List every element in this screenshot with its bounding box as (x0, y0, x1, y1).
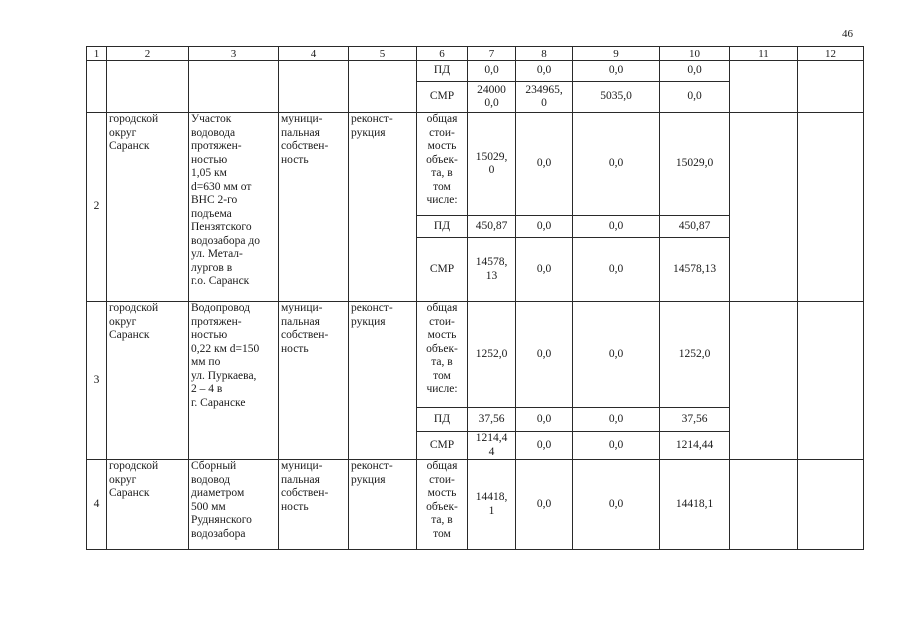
cell-empty (798, 302, 864, 460)
cell-empty (730, 113, 798, 302)
value-cell: 24000 0,0 (468, 82, 516, 113)
ownership-cell: муници- пальная собствен- ность (279, 302, 349, 460)
header-cell: 10 (660, 47, 730, 61)
value-cell: 450,87 (660, 216, 730, 238)
header-row (87, 47, 864, 61)
value-cell: 1252,0 (660, 302, 730, 408)
ownership-cell: муници- пальная собствен- ность (279, 460, 349, 550)
header-cell: 12 (798, 47, 864, 61)
cost-type-smr: СМР (417, 82, 468, 113)
row-number: 3 (87, 302, 107, 460)
value-cell: 1252,0 (468, 302, 516, 408)
row-number: 2 (87, 113, 107, 302)
value-cell: 1214,44 (660, 432, 730, 460)
page-number: 46 (842, 28, 853, 40)
value-cell: 0,0 (468, 61, 516, 82)
cell-empty (189, 61, 279, 113)
value-cell: 14578,13 (660, 238, 730, 302)
value-cell: 37,56 (660, 408, 730, 432)
value-cell: 450,87 (468, 216, 516, 238)
work-type-cell: реконст- рукция (349, 113, 417, 302)
table-row (87, 61, 864, 82)
cell-empty (730, 302, 798, 460)
territory-cell: городской округ Саранск (107, 460, 189, 550)
value-cell: 0,0 (573, 216, 660, 238)
cell-empty (798, 61, 864, 113)
value-cell: 0,0 (516, 408, 573, 432)
cell-empty (730, 460, 798, 550)
table-row (87, 302, 864, 408)
cell-empty (279, 61, 349, 113)
value-cell: 0,0 (516, 432, 573, 460)
value-cell: 0,0 (660, 82, 730, 113)
value-cell: 0,0 (516, 216, 573, 238)
header-cell: 8 (516, 47, 573, 61)
object-cell: Водопровод протяжен- ностью 0,22 км d=150 мм по ул. Пуркаева, 2 – 4 в г. Саранске (189, 302, 279, 460)
value-cell: 0,0 (573, 460, 660, 550)
header-cell: 7 (468, 47, 516, 61)
value-cell: 0,0 (573, 61, 660, 82)
object-cell: Участок водовода протяжен- ностью 1,05 км d=630 мм от ВНС 2-го подъема Пензятского водозабора до ул. Метал- лургов в г.о. Саранск (189, 113, 279, 302)
value-cell: 0,0 (516, 113, 573, 216)
cell-empty (798, 113, 864, 302)
value-cell: 0,0 (573, 238, 660, 302)
value-cell: 15029, 0 (468, 113, 516, 216)
cost-type-pd: ПД (417, 408, 468, 432)
value-cell: 5035,0 (573, 82, 660, 113)
object-cell: Сборный водовод диаметром 500 мм Руднянского водозабора (189, 460, 279, 550)
cell-empty (349, 61, 417, 113)
header-cell: 2 (107, 47, 189, 61)
header-cell: 11 (730, 47, 798, 61)
header-cell: 1 (87, 47, 107, 61)
value-cell: 234965, 0 (516, 82, 573, 113)
table-row (87, 113, 864, 216)
value-cell: 0,0 (516, 238, 573, 302)
header-cell: 4 (279, 47, 349, 61)
value-cell: 0,0 (516, 460, 573, 550)
row-number: 4 (87, 460, 107, 550)
value-cell: 14418, 1 (468, 460, 516, 550)
value-cell: 37,56 (468, 408, 516, 432)
work-type-cell: реконст- рукция (349, 302, 417, 460)
value-cell: 15029,0 (660, 113, 730, 216)
ownership-cell: муници- пальная собствен- ность (279, 113, 349, 302)
header-cell: 5 (349, 47, 417, 61)
cost-type-pd: ПД (417, 216, 468, 238)
territory-cell: городской округ Саранск (107, 113, 189, 302)
cost-type-pd: ПД (417, 61, 468, 82)
value-cell: 14578, 13 (468, 238, 516, 302)
cell-empty (798, 460, 864, 550)
header-cell: 6 (417, 47, 468, 61)
value-cell: 0,0 (516, 61, 573, 82)
value-cell: 0,0 (573, 302, 660, 408)
cell-empty (730, 61, 798, 113)
cost-type-smr: СМР (417, 238, 468, 302)
cell-empty (107, 61, 189, 113)
value-cell: 14418,1 (660, 460, 730, 550)
cell-empty (87, 61, 107, 113)
investment-table (86, 46, 864, 550)
cost-type-total: общая стои- мость объек- та, в том (417, 460, 468, 550)
work-type-cell: реконст- рукция (349, 460, 417, 550)
value-cell: 0,0 (516, 302, 573, 408)
header-cell: 3 (189, 47, 279, 61)
value-cell: 0,0 (660, 61, 730, 82)
table-row (87, 460, 864, 550)
value-cell: 0,0 (573, 432, 660, 460)
value-cell: 0,0 (573, 408, 660, 432)
header-cell: 9 (573, 47, 660, 61)
cost-type-total: общая стои- мость объек- та, в том числе: (417, 113, 468, 216)
value-cell: 1214,4 4 (468, 432, 516, 460)
cost-type-total: общая стои- мость объек- та, в том числе: (417, 302, 468, 408)
value-cell: 0,0 (573, 113, 660, 216)
territory-cell: городской округ Саранск (107, 302, 189, 460)
cost-type-smr: СМР (417, 432, 468, 460)
